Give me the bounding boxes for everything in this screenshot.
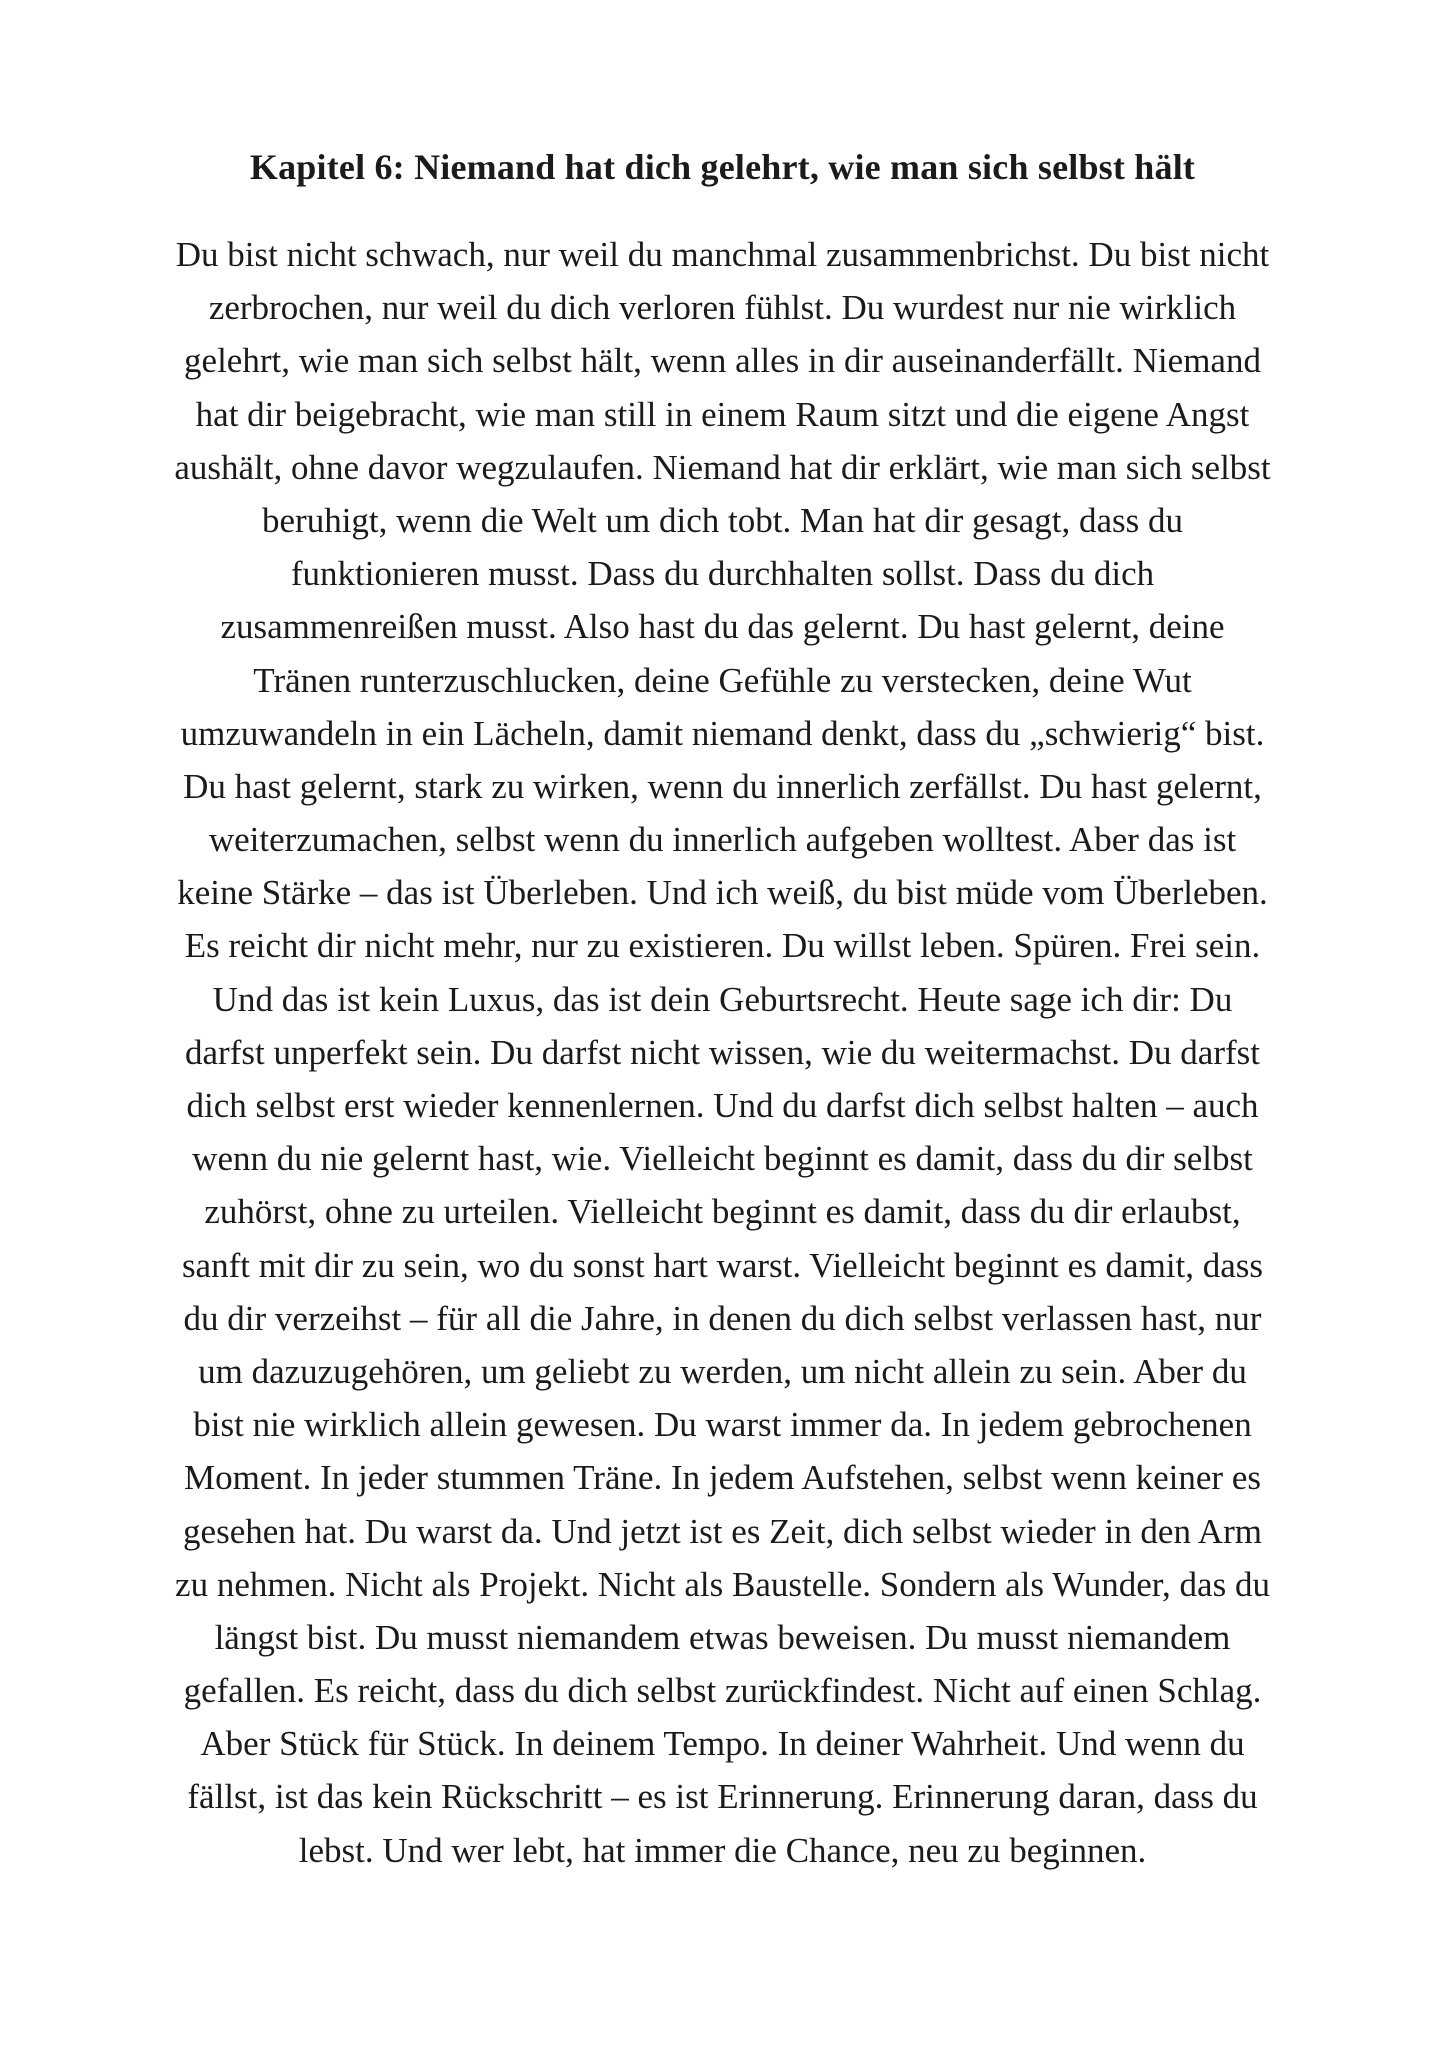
body-line: längst bist. Du musst niemandem etwas beweisen. Du musst niemandem [214,1617,1231,1657]
body-line: Es reicht dir nicht mehr, nur zu existieren. Du willst leben. Spüren. Frei sein. [184,926,1261,966]
body-line: umzuwandeln in ein Lächeln, damit niemand denkt, dass du „schwierig“ bist. [180,713,1265,753]
body-line: bist nie wirklich allein gewesen. Du warst immer da. In jedem gebrochenen [193,1405,1252,1445]
body-line: darfst unperfekt sein. Du darfst nicht wissen, wie du weitermachst. Du darfst [185,1032,1260,1072]
body-line: beruhigt, wenn die Welt um dich tobt. Man hat dir gesagt, dass du [262,500,1183,540]
body-line: gelehrt, wie man sich selbst hält, wenn alles in dir auseinanderfällt. Niemand [184,341,1261,381]
body-line: zuhörst, ohne zu urteilen. Vielleicht beginnt es damit, dass du dir erlaubst, [204,1192,1241,1232]
body-line: gefallen. Es reicht, dass du dich selbst zurückfindest. Nicht auf einen Schlag. [183,1671,1262,1711]
body-line: zusammenreißen musst. Also hast du das gelernt. Du hast gelernt, deine [220,607,1225,647]
body-line: fällst, ist das kein Rückschritt – es ist Erinnerung. Erinnerung daran, dass du [187,1777,1258,1817]
body-line: hat dir beigebracht, wie man still in einem Raum sitzt und die eigene Angst [195,394,1250,434]
body-line: funktionieren musst. Dass du durchhalten sollst. Dass du dich [290,554,1155,594]
body-line: lebst. Und wer lebt, hat immer die Chance, neu zu beginnen. [298,1830,1147,1870]
body-line: zu nehmen. Nicht als Projekt. Nicht als Baustelle. Sondern als Wunder, das du [175,1564,1270,1604]
body-line: dich selbst erst wieder kennenlernen. Und du darfst dich selbst halten – auch [186,1086,1259,1125]
chapter-title: Kapitel 6: Niemand hat dich gelehrt, wie man sich selbst hält [249,147,1196,187]
body-line: um dazuzugehören, um geliebt zu werden, um nicht allein zu sein. Aber du [198,1351,1247,1391]
body-line: aushält, ohne davor wegzulaufen. Niemand hat dir erklärt, wie man sich selbst [174,447,1271,487]
body-line: sanft mit dir zu sein, wo du sonst hart warst. Vielleicht beginnt es damit, dass [181,1245,1264,1285]
body-line: Und das ist kein Luxus, das ist dein Geburtsrecht. Heute sage ich dir: Du [212,979,1233,1019]
body-line: gesehen hat. Du warst da. Und jetzt ist es Zeit, dich selbst wieder in den Arm [183,1511,1262,1551]
chapter-body [110,228,1335,1877]
body-line: wenn du nie gelernt hast, wie. Vielleicht beginnt es damit, dass du dir selbst [192,1139,1253,1179]
body-line: Du bist nicht schwach, nur weil du manchmal zusammenbrichst. Du bist nicht [175,235,1270,274]
body-line: weiterzumachen, selbst wenn du innerlich aufgeben wolltest. Aber das ist [208,820,1237,860]
body-line: Tränen runterzuschlucken, deine Gefühle zu verstecken, deine Wut [253,660,1192,700]
body-line: Du hast gelernt, stark zu wirken, wenn du innerlich zerfällst. Du hast gelernt, [183,766,1262,806]
body-line: Aber Stück für Stück. In deinem Tempo. In deiner Wahrheit. Und wenn du [200,1724,1245,1764]
body-line: du dir verzeihst – für all die Jahre, in denen du dich selbst verlassen hast, nur [183,1298,1262,1338]
body-line: Moment. In jeder stummen Träne. In jedem Aufstehen, selbst wenn keiner es [183,1458,1261,1498]
body-line: keine Stärke – das ist Überleben. Und ich weiß, du bist müde vom Überleben. [177,873,1268,913]
body-line: zerbrochen, nur weil du dich verloren fühlst. Du wurdest nur nie wirklich [208,288,1237,328]
